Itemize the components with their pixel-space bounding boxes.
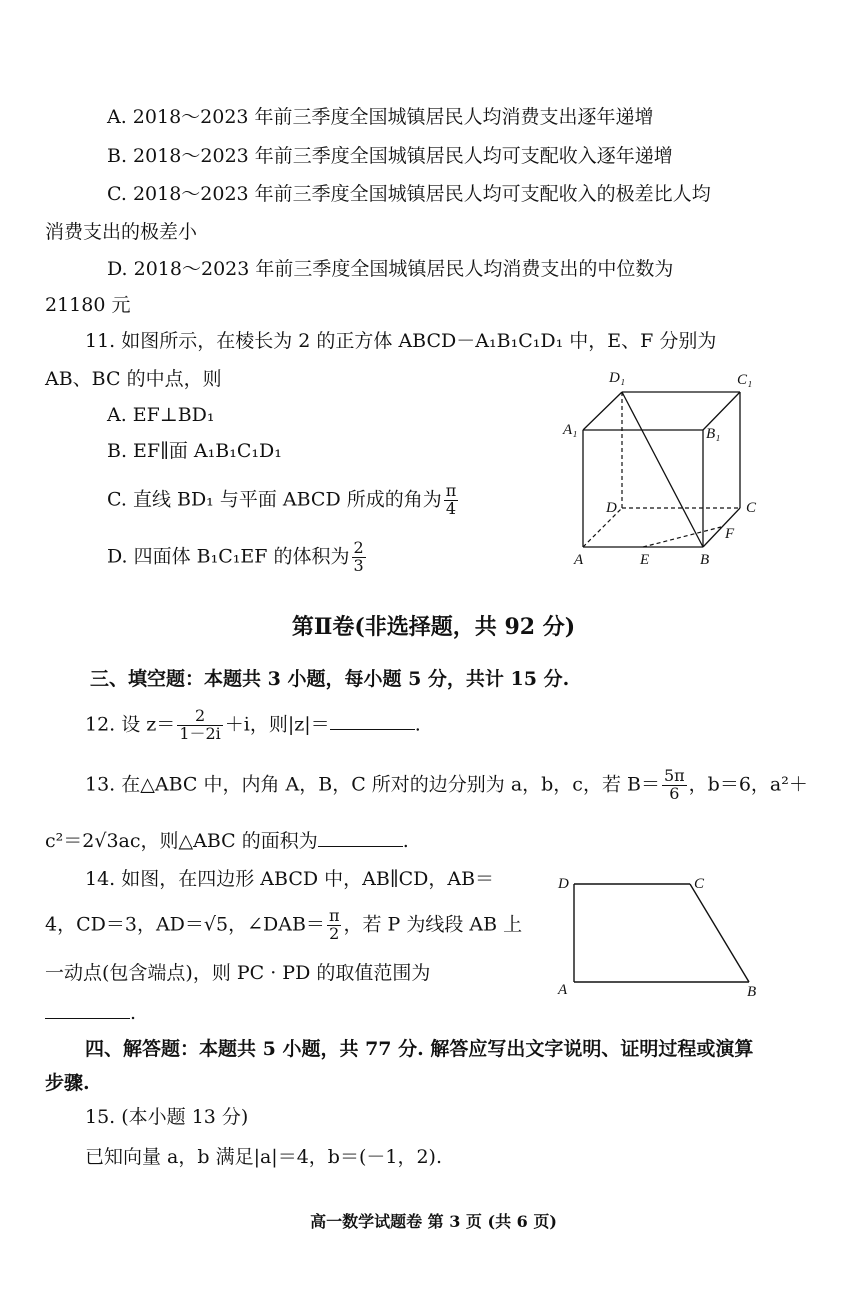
q10-option-d-line2: 21180 元: [45, 294, 131, 316]
q11-option-c-text: C. 直线 BD₁ 与平面 ABCD 所成的角为: [107, 488, 442, 511]
cube-label-a: A: [574, 552, 584, 568]
q10-option-b: B. 2018～2023 年前三季度全国城镇居民人均可支配收入逐年递增: [107, 145, 673, 167]
q13-answer-blank: [318, 846, 403, 847]
q10-option-a: A. 2018～2023 年前三季度全国城镇居民人均消费支出逐年递增: [107, 106, 654, 128]
fraction-denominator: 4: [445, 498, 457, 518]
q15-head: 15. (本小题 13 分): [85, 1106, 249, 1128]
quad-label-d: D: [558, 876, 569, 892]
edge-a1-d1: [583, 392, 622, 430]
q10-option-c-line1: C. 2018～2023 年前三季度全国城镇居民人均可支配收入的极差比人均: [107, 183, 711, 205]
q13-line1-pre: 13. 在△ABC 中，内角 A，B，C 所对的边分别为 a，b，c，若 B＝: [85, 773, 660, 796]
q15-body: 已知向量 a，b 满足|a|＝4，b＝(－1，2).: [85, 1146, 442, 1168]
cube-label-d: D: [606, 500, 617, 516]
q14-end: .: [130, 1002, 137, 1024]
q10-option-d-line1: D. 2018～2023 年前三季度全国城镇居民人均消费支出的中位数为: [107, 258, 674, 280]
cube-label-f: F: [725, 526, 735, 542]
cube-label-e: E: [640, 552, 650, 568]
q14-line2-post: ，若 P 为线段 AB 上: [343, 913, 523, 936]
q13-line2: [45, 830, 409, 853]
fraction-numerator: 2: [177, 708, 222, 726]
fraction-numerator: π: [328, 906, 340, 925]
q13-line2-text: c²＝2√3ac，则△ABC 的面积为: [45, 830, 318, 852]
cube-figure: [555, 362, 775, 572]
quadrilateral-figure: [552, 868, 767, 1003]
q11-stem-line1: 11. 如图所示，在棱长为 2 的正方体 ABCD－A₁B₁C₁D₁ 中，E、F 分别为: [85, 330, 717, 352]
q14-fraction: [327, 908, 342, 943]
quad-label-b: B: [747, 984, 757, 1000]
q11-option-d: [107, 540, 368, 575]
section-4-header-line1: 四、解答题：本题共 5 小题，共 77 分. 解答应写出文字说明、证明过程或演算: [85, 1038, 754, 1060]
cube-label-c1: C₁: [737, 372, 753, 388]
q11-option-d-text: D. 四面体 B₁C₁EF 的体积为: [107, 545, 350, 568]
q14-line1: 14. 如图，在四边形 ABCD 中，AB∥CD，AB＝: [85, 868, 495, 890]
cube-label-a1: A₁: [563, 422, 578, 438]
q11-option-c: [107, 483, 460, 518]
q11-stem-line2: AB、BC 的中点，则: [45, 368, 222, 390]
q11-option-a: A. EF⊥BD₁: [107, 404, 215, 426]
segment-d1-b: [622, 392, 703, 547]
q14-answer-blank: [45, 1018, 130, 1019]
q13-end: .: [402, 830, 409, 852]
q13-line1-post: ，b＝6，a²＋: [688, 773, 808, 796]
fraction-denominator: 2: [329, 923, 340, 943]
q14-line3: 一动点(包含端点)，则 PC · PD 的取值范围为: [45, 962, 431, 984]
q12: [85, 708, 421, 743]
q11-option-d-fraction: [352, 540, 366, 575]
q14-line2-pre: 4，CD＝3，AD＝√5，∠DAB＝: [45, 913, 325, 936]
q12-pre: 12. 设 z＝: [85, 713, 176, 736]
fraction-numerator: 5π: [663, 766, 685, 785]
fraction-denominator: 3: [353, 555, 364, 575]
fraction-numerator: 2: [353, 538, 364, 557]
section-2-title: 第Ⅱ卷(非选择题，共 92 分): [291, 614, 576, 640]
page-footer: 高一数学试题卷 第 3 页 (共 6 页): [310, 1212, 557, 1231]
fraction-denominator: 1－2i: [179, 723, 221, 743]
cube-label-d1: D₁: [609, 370, 626, 386]
fraction-denominator: 6: [669, 783, 680, 803]
cube-label-c: C: [746, 500, 757, 516]
segment-e-f-hidden: [643, 527, 721, 547]
cube-label-b: B: [700, 552, 710, 568]
q12-end: .: [414, 713, 421, 736]
side-c-b: [690, 884, 749, 982]
quad-label-c: C: [694, 876, 705, 892]
fraction-numerator: π: [445, 481, 457, 500]
q10-option-c-line2: 消费支出的极差小: [45, 221, 198, 243]
q12-fraction: [177, 708, 222, 743]
q12-answer-blank: [330, 729, 415, 730]
q14-line2: [45, 908, 522, 943]
q13-fraction: [662, 768, 687, 803]
quad-label-a: A: [558, 982, 568, 998]
q11-option-b: B. EF∥面 A₁B₁C₁D₁: [107, 440, 282, 462]
section-3-header: 三、填空题：本题共 3 小题，每小题 5 分，共计 15 分.: [90, 668, 570, 690]
q13-line1: [85, 768, 808, 803]
q14-line4: [45, 1002, 136, 1025]
edge-b1-c1: [703, 392, 740, 430]
edge-b-c: [703, 508, 740, 547]
q12-post: ＋i，则|z|＝: [224, 713, 330, 736]
section-4-header-line2: 步骤.: [45, 1072, 90, 1094]
cube-label-b1: B₁: [706, 426, 721, 442]
q11-option-c-fraction: [444, 483, 459, 518]
